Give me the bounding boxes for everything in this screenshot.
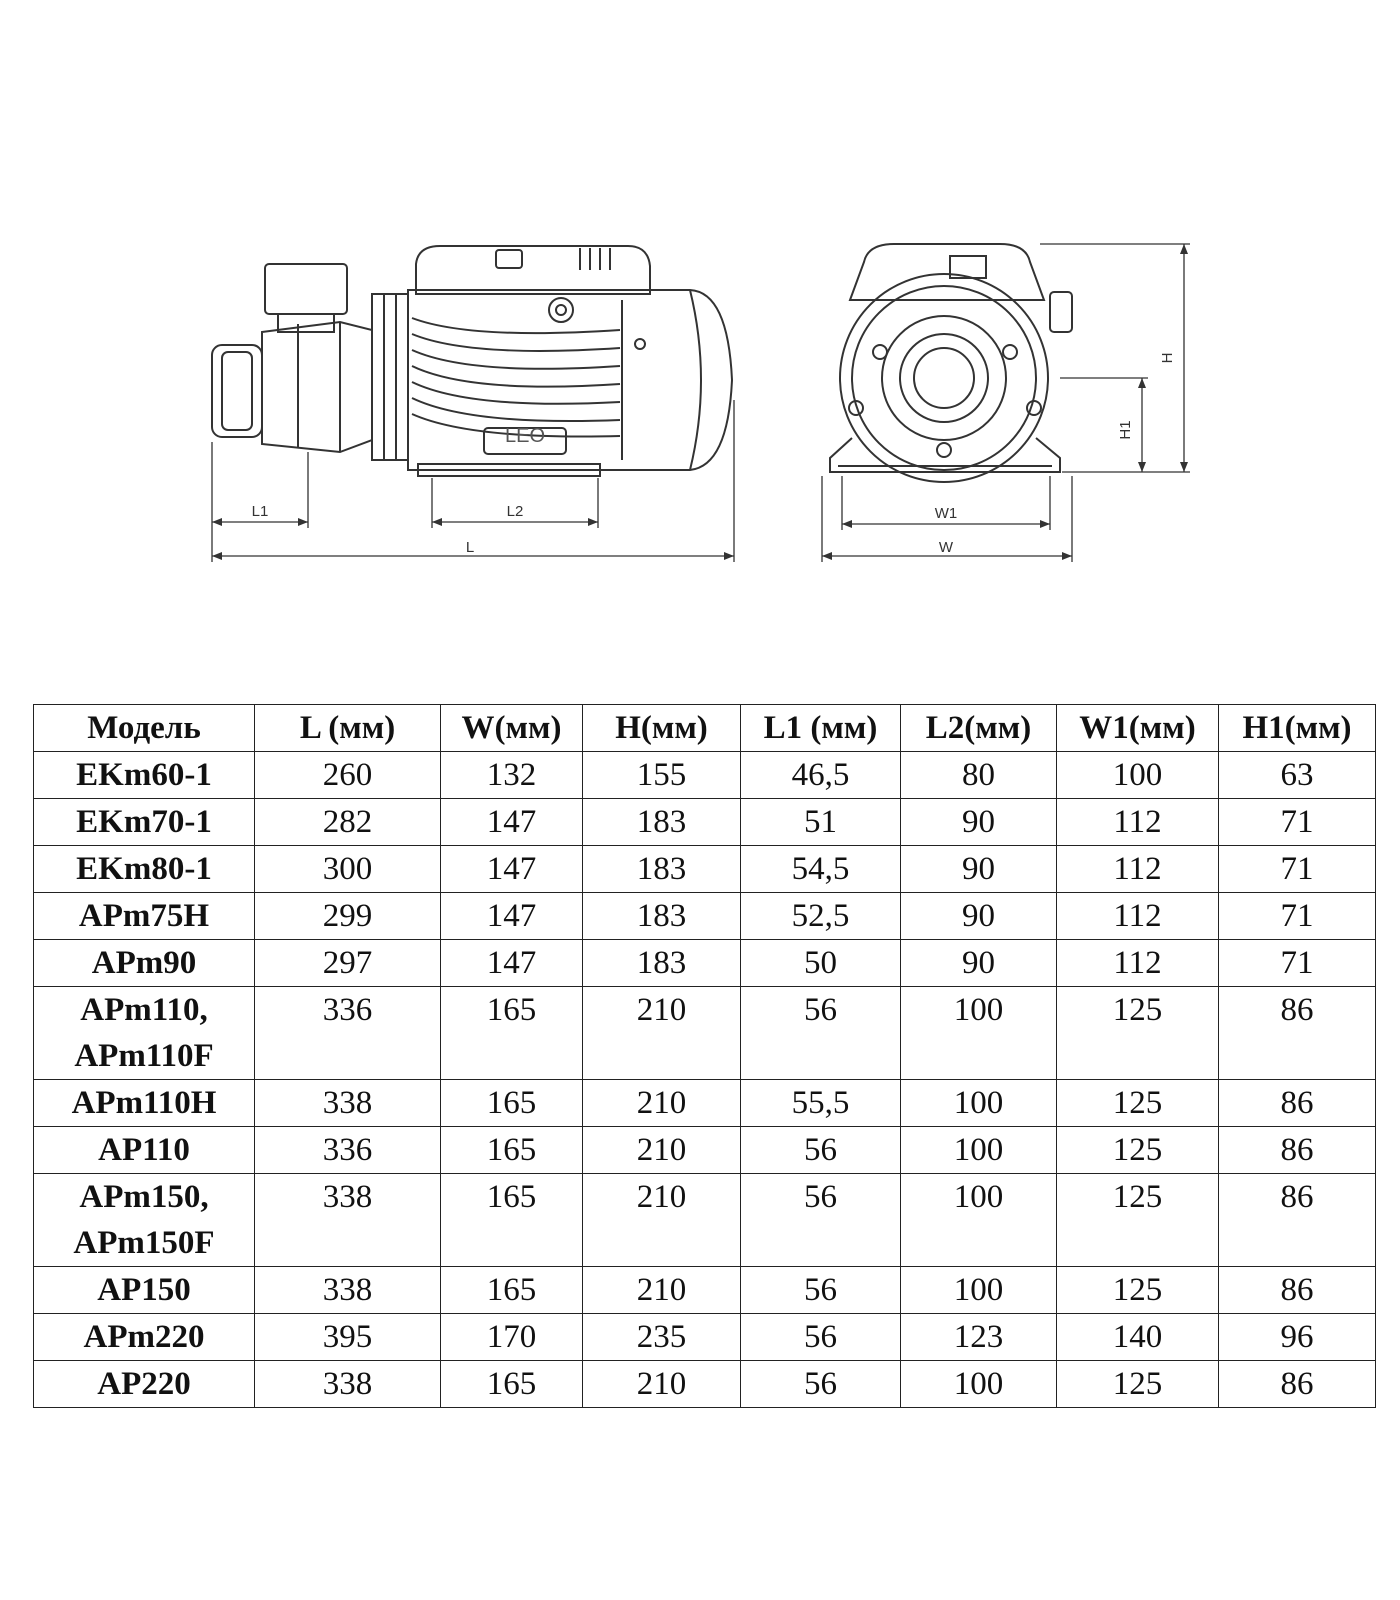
value-cell: 71 [1219,846,1376,893]
value-cell: 100 [901,1174,1057,1267]
value-cell: 147 [441,893,583,940]
value-cell: 90 [901,893,1057,940]
model-cell [34,987,255,1080]
value-cell: 336 [255,987,441,1080]
value-cell: 165 [441,1361,583,1408]
value-cell: 90 [901,799,1057,846]
value-cell: 140 [1057,1314,1219,1361]
value-cell: 210 [583,1361,741,1408]
table-body [34,752,1376,1408]
value-cell: 86 [1219,987,1376,1080]
value-cell: 125 [1057,1174,1219,1267]
value-cell: 395 [255,1314,441,1361]
table-row [34,799,1376,846]
model-name: EKm60-1 [76,757,212,793]
pump-side-view [212,246,732,476]
value-cell: 56 [741,987,901,1080]
model-name: EKm80-1 [76,851,212,887]
model-cell [34,1314,255,1361]
value-cell: 96 [1219,1314,1376,1361]
value-cell: 165 [441,1267,583,1314]
dim-label-l: L [465,539,475,556]
table-header-row [34,705,1376,752]
value-cell: 170 [441,1314,583,1361]
value-cell: 52,5 [741,893,901,940]
value-cell: 86 [1219,1080,1376,1127]
model-name: APm150, [79,1179,209,1215]
model-cell [34,752,255,799]
column-header: W1(мм) [1057,705,1219,752]
value-cell: 100 [901,1361,1057,1408]
dim-label-h: H [1159,352,1176,364]
value-cell: 90 [901,846,1057,893]
value-cell: 125 [1057,1080,1219,1127]
value-cell: 71 [1219,799,1376,846]
value-cell: 86 [1219,1127,1376,1174]
value-cell: 56 [741,1174,901,1267]
value-cell: 86 [1219,1361,1376,1408]
value-cell: 112 [1057,799,1219,846]
value-cell: 56 [741,1127,901,1174]
value-cell: 51 [741,799,901,846]
model-name: APm110H [71,1085,217,1121]
value-cell: 56 [741,1314,901,1361]
value-cell: 112 [1057,893,1219,940]
value-cell: 125 [1057,1267,1219,1314]
model-cell [34,1127,255,1174]
value-cell: 210 [583,1080,741,1127]
value-cell: 90 [901,940,1057,987]
model-name: AP110 [98,1132,190,1168]
value-cell: 210 [583,1127,741,1174]
value-cell: 86 [1219,1267,1376,1314]
value-cell: 123 [901,1314,1057,1361]
value-cell: 165 [441,987,583,1080]
model-name: EKm70-1 [76,804,212,840]
value-cell: 125 [1057,1361,1219,1408]
column-header: H(мм) [583,705,741,752]
value-cell: 338 [255,1361,441,1408]
table-row [34,1314,1376,1361]
value-cell: 71 [1219,940,1376,987]
value-cell: 50 [741,940,901,987]
dim-label-w: W [938,539,954,556]
model-name: AP150 [97,1272,191,1308]
value-cell: 63 [1219,752,1376,799]
model-cell [34,1361,255,1408]
model-name: APm90 [91,945,197,981]
value-cell: 56 [741,1267,901,1314]
model-cell [34,1080,255,1127]
dimensions-table [33,704,1376,1408]
technical-drawing [0,0,1400,620]
value-cell: 300 [255,846,441,893]
value-cell: 56 [741,1361,901,1408]
value-cell: 336 [255,1127,441,1174]
value-cell: 54,5 [741,846,901,893]
value-cell: 210 [583,987,741,1080]
value-cell: 100 [901,987,1057,1080]
value-cell: 100 [901,1127,1057,1174]
value-cell: 260 [255,752,441,799]
value-cell: 183 [583,846,741,893]
value-cell: 165 [441,1080,583,1127]
value-cell: 125 [1057,1127,1219,1174]
table-row [34,1174,1376,1267]
model-name: AP220 [97,1366,191,1402]
value-cell: 183 [583,893,741,940]
column-header: L1 (мм) [741,705,901,752]
column-header: H1(мм) [1219,705,1376,752]
model-cell [34,846,255,893]
value-cell: 125 [1057,987,1219,1080]
column-header: Модель [34,705,255,752]
value-cell: 100 [901,1267,1057,1314]
model-cell [34,1174,255,1267]
model-cell [34,799,255,846]
model-cell [34,940,255,987]
model-cell [34,893,255,940]
value-cell: 147 [441,846,583,893]
table-row [34,940,1376,987]
pump-drawing-svg [0,0,1400,620]
table-row [34,987,1376,1080]
model-name-alt: APm110F [74,1038,214,1074]
dim-label-l1: L1 [251,503,269,520]
dim-label-h1: H1 [1117,420,1134,440]
value-cell: 147 [441,799,583,846]
dim-label-w1: W1 [934,505,958,522]
value-cell: 210 [583,1174,741,1267]
table-row [34,752,1376,799]
value-cell: 147 [441,940,583,987]
table-row [34,1080,1376,1127]
table-row [34,1267,1376,1314]
column-header: W(мм) [441,705,583,752]
value-cell: 338 [255,1267,441,1314]
value-cell: 165 [441,1174,583,1267]
table-row [34,1361,1376,1408]
value-cell: 155 [583,752,741,799]
value-cell: 235 [583,1314,741,1361]
value-cell: 299 [255,893,441,940]
column-header: L2(мм) [901,705,1057,752]
table-row [34,846,1376,893]
value-cell: 46,5 [741,752,901,799]
value-cell: 112 [1057,940,1219,987]
value-cell: 183 [583,799,741,846]
value-cell: 282 [255,799,441,846]
brand-label: LEO [504,425,546,447]
model-name: APm75H [78,898,210,934]
value-cell: 210 [583,1267,741,1314]
model-name: APm220 [83,1319,205,1355]
value-cell: 338 [255,1174,441,1267]
value-cell: 297 [255,940,441,987]
column-header: L (мм) [255,705,441,752]
value-cell: 55,5 [741,1080,901,1127]
value-cell: 338 [255,1080,441,1127]
value-cell: 100 [901,1080,1057,1127]
model-name: APm110, [80,992,208,1028]
pump-front-view [830,244,1072,482]
value-cell: 100 [1057,752,1219,799]
table-row [34,893,1376,940]
value-cell: 165 [441,1127,583,1174]
value-cell: 86 [1219,1174,1376,1267]
table-row [34,1127,1376,1174]
model-name-alt: APm150F [73,1225,215,1261]
value-cell: 80 [901,752,1057,799]
value-cell: 183 [583,940,741,987]
value-cell: 71 [1219,893,1376,940]
dim-label-l2: L2 [506,503,524,520]
value-cell: 132 [441,752,583,799]
model-cell [34,1267,255,1314]
value-cell: 112 [1057,846,1219,893]
